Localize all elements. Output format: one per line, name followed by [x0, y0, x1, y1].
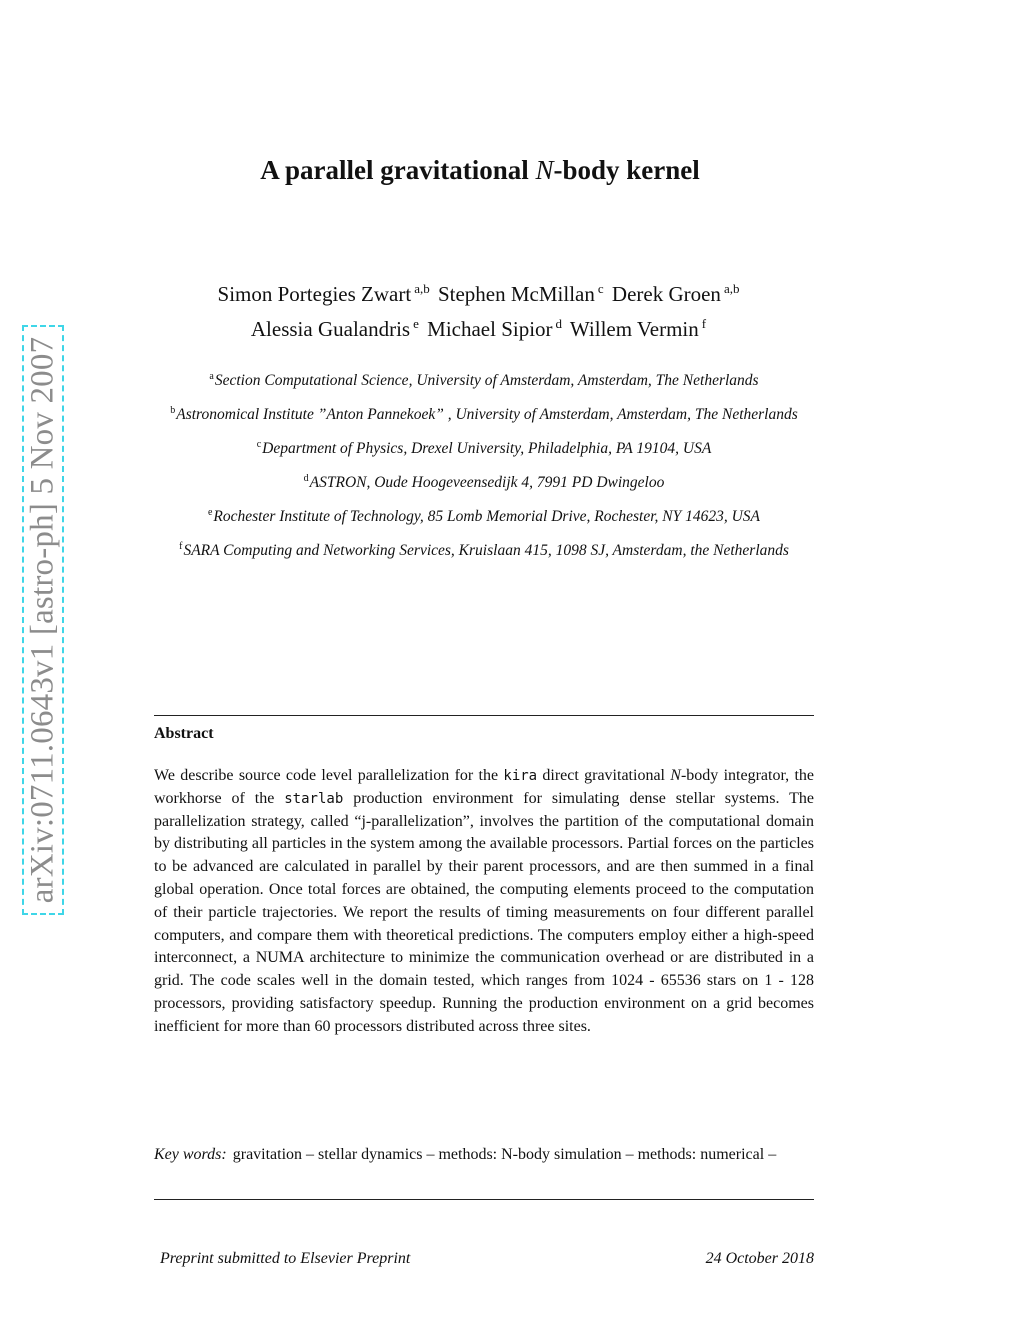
keywords-text: gravitation – stellar dynamics – methods: N-body simulation – methods: numerical –: [232, 1146, 777, 1163]
author-name: Michael Sipior: [427, 317, 553, 341]
affiliation-mark: e: [207, 507, 213, 518]
arxiv-stamp-text: arXiv:0711.0643v1 [astro-ph] 5 Nov 2007: [24, 336, 61, 904]
abstract-code-kira: kira: [503, 768, 538, 784]
keywords: [154, 1144, 784, 1167]
author-line-1: [150, 274, 810, 309]
abstract-text: direct gravitational: [537, 767, 671, 784]
affiliation-text: SARA Computing and Networking Services, Kruislaan 415, 1098 SJ, Amsterdam, the Netherlands: [183, 542, 789, 559]
affiliation-text: ASTRON, Oude Hoogeveensedijk 4, 7991 PD Dwingeloo: [309, 474, 665, 491]
arxiv-stamp: [22, 325, 64, 915]
abstract-top-rule: [154, 715, 814, 716]
author-affil-mark: a,b: [414, 281, 430, 296]
affiliation: [150, 502, 818, 528]
title-pre: A parallel gravitational: [260, 155, 536, 185]
footer-date: 24 October 2018: [705, 1250, 814, 1267]
affiliation-list: [150, 366, 818, 570]
affiliation: [150, 366, 818, 392]
author-name: Alessia Gualandris: [250, 317, 411, 341]
abstract-text: -body integrator, the workhorse of the: [154, 767, 814, 807]
affiliation-mark: c: [256, 439, 262, 450]
affiliation-text: Department of Physics, Drexel University, Philadelphia, PA 19104, USA: [262, 440, 712, 457]
abstract-text: production environment for simulating dense stellar systems. The parallelization strategy, called “j-parallelization”, involves the partition of the computational domain by distributing all particles in the system among the available processors. Partial forces on the particles to be advanced are calculated in parallel by their parent processors, and are then summed in a final global operation. Once total forces are obtained, the computing elements proceed to the computation of their particle trajectories. We report the results of timing measurements on four different parallel computers, and compare them with theoretical predictions. The computers employ either a high-speed interconnect, a NUMA architecture to minimize the communication overhead or are distributed in a grid. The code scales well in the domain tested, which ranges from 1024 - 65536 stars on 1 - 128 processors, providing satisfactory speedup. Running the production environment on a grid becomes inefficient for more than 60 processors distributed across three sites.: [154, 789, 814, 1035]
title-italic: N: [535, 155, 554, 185]
affiliation: [150, 434, 818, 460]
author-name: Simon Portegies Zwart: [217, 282, 412, 306]
affiliation-mark: b: [170, 405, 176, 416]
author-list: [150, 274, 810, 344]
affiliation: [150, 400, 818, 426]
abstract-italic-n: N: [670, 767, 681, 784]
affiliation-text: Astronomical Institute ”Anton Pannekoek” , University of Amsterdam, Amsterdam, The Netherlands: [176, 406, 798, 423]
abstract-text: We describe source code level parallelization for the: [154, 767, 504, 784]
author-name: Stephen McMillan: [437, 282, 595, 306]
affiliation: [150, 536, 818, 562]
abstract-bottom-rule: [154, 1199, 814, 1200]
affiliation-text: Rochester Institute of Technology, 85 Lomb Memorial Drive, Rochester, NY 14623, USA: [213, 508, 761, 525]
author-line-2: [150, 309, 810, 344]
author-name: Derek Groen: [611, 282, 721, 306]
abstract-heading: Abstract: [154, 725, 214, 742]
affiliation-mark: a: [209, 371, 214, 382]
author-name: Willem Vermin: [569, 317, 699, 341]
title-post: -body kernel: [553, 155, 700, 185]
author-affil-mark: d: [555, 316, 563, 331]
author-affil-mark: a,b: [723, 281, 740, 296]
keywords-label: Key words:: [154, 1146, 227, 1163]
paper-title: [150, 155, 810, 186]
affiliation-mark: d: [303, 473, 309, 484]
abstract-body: [154, 765, 814, 1039]
author-affil-mark: c: [597, 281, 604, 296]
footer-preprint-note: Preprint submitted to Elsevier Preprint: [160, 1250, 411, 1267]
affiliation: [150, 468, 818, 494]
author-affil-mark: e: [413, 316, 419, 331]
abstract-code-starlab: starlab: [284, 790, 344, 807]
author-affil-mark: f: [701, 316, 707, 331]
affiliation-mark: f: [179, 541, 183, 552]
affiliation-text: Section Computational Science, University of Amsterdam, Amsterdam, The Netherlands: [214, 372, 759, 389]
